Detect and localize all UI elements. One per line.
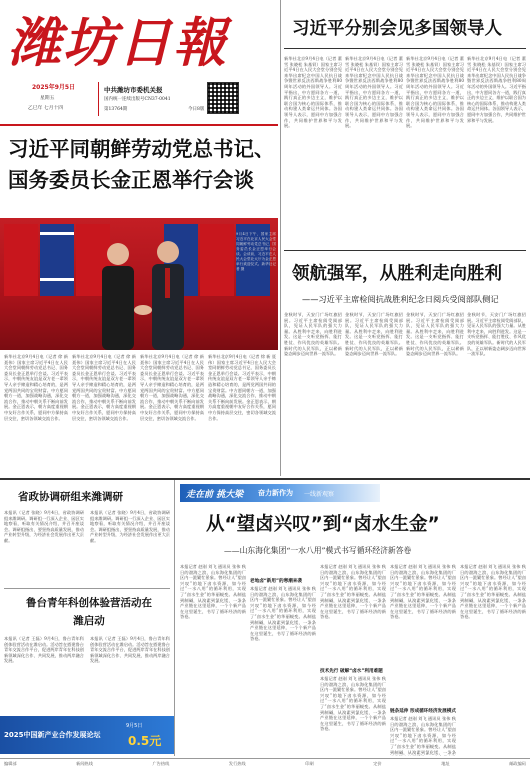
date-line: 2025年9月5日 [32, 84, 76, 91]
qr-code [207, 82, 239, 114]
banner-tag: 一线新观察 [304, 491, 335, 498]
page-count: 今日8版 [188, 107, 205, 112]
feature-body-col-4: 金秋时节，天安门广场红旗招展。习近平主席检阅受阅部队，见证人民军队的强大力量。从胜利中走来，向胜利进发。这是一支听党指挥、能打胜仗、作风优良的英雄军队。新时代的人民军队，正以崭新姿态阔步迈向世界一流军队。 [467, 312, 526, 357]
feature-subheadline: ——习近平主席检阅抗战胜利纪念日阅兵受阅部队侧记 [302, 294, 499, 304]
bottom-section-a: 老地卤“新用”的寒潮来袭 [250, 579, 302, 584]
left-story-1-headline: 省政协调研组来潍调研 [18, 491, 123, 503]
footer-item: 地址 [441, 761, 450, 766]
bottom-body-col-5: 本报记者 赵刚 刘飞 通讯员 张伟 秋日的渤海之滨，山东海化集团的厂区内一派繁忙景象。曾经让人“望卤兴叹”的地下卤水资源，如今经过“一水八用”的循环利用，实现了“卤水生金”的华丽蜕变。从制盐到制碱，从溴素到氯化镁，一条条产业链在这里延伸，一个个新产品在这里诞生，书写了循环经济的新答卷。 [460, 564, 526, 620]
bottom-body-col-1: 本报记者 赵刚 刘飞 通讯员 张伟 秋日的渤海之滨，山东海化集团的厂区内一派繁忙景象。曾经让人“望卤兴叹”的地下卤水资源，如今经过“一水八用”的循环利用，实现了“卤水生金”的华丽蜕变。从制盐到制碱，从溴素到氯化镁，一条条产业链在这里延伸，一个个新产品在这里诞生，书写了循环经济的新答卷。 [180, 564, 246, 620]
right-body-col-1: 新华社北京9月4日电（记者 董雪 张晓松 朱基钗）国家主席习近平4日在人民大会堂分别会见来华出席纪念中国人民抗日战争暨世界反法西斯战争胜利80周年活动的外国领导人。习近平指出，中方愿同各方一道，践行真正的多边主义，维护以联合国为核心的国际体系，推动构建人类命运共同体。各国领导人表示，愿同中方加强合作，共同维护世界和平与发展。 [284, 56, 342, 129]
left-story-1-body [4, 510, 170, 584]
ad-date: 9月5日 [126, 723, 143, 729]
lead-body-col-2: 新华社北京9月4日电（记者 徐 新 聂伟）国家主席习近平4日在人民大会堂同朝鲜劳动党总书记、国务委员长金正恩举行会谈。习近平表示，中朝传统友谊是双方老一辈领导人亲手缔造和精心培育的，是两党两国共同的宝贵财富。中方愿同朝方一道，加强战略沟通，深化交流合作，推动中朝关系不断向前发展。金正恩表示，朝方高度重视朝中友好合作关系，愿同中方保持高层交往，密切各领域交流合作。 [72, 354, 136, 421]
bottom-headline: 从“望卤兴叹”到“卤水生金” [206, 514, 440, 535]
ad-banner[interactable] [0, 716, 174, 754]
feature-body-col-3: 金秋时节，天安门广场红旗招展。习近平主席检阅受阅部队，见证人民军队的强大力量。从胜利中走来，向胜利进发。这是一支听党指挥、能打胜仗、作风优良的英雄军队。新时代的人民军队，正以崭新姿态阔步迈向世界一流军队。 [406, 312, 464, 357]
bottom-section-c: 链条延伸 形成循环经济发展模式 [390, 709, 456, 714]
lunar-date: 乙巳年 七月十四 [28, 106, 64, 111]
feature-body [284, 312, 526, 476]
footer-item: 定价 [373, 761, 382, 766]
footer [4, 761, 526, 771]
left-story-1-col-2: 本报讯（记者 张晓）9月4日，省政协调研组来潍调研。调研组一行深入企业、园区实地察看，听取有关情况介绍，并召开座谈会。调研组指出，要坚持高质量发展，推动产业转型升级，为经济社会发展作出更大贡献。 [90, 510, 170, 543]
footer-item: 邮政编码 [509, 761, 526, 766]
right-headline: 习近平分别会见多国领导人 [292, 19, 502, 39]
banner-sub: 奋力新作为 [258, 489, 293, 497]
lead-body-col-4: 新华社北京9月4日电（记者 徐 新 聂伟）国家主席习近平4日在人民大会堂同朝鲜劳动党总书记、国务委员长金正恩举行会谈。习近平表示，中朝传统友谊是双方老一辈领导人亲手缔造和精心培育的，是两党两国共同的宝贵财富。中方愿同朝方一道，加强战略沟通，深化交流合作，推动中朝关系不断向前发展。金正恩表示，朝方高度重视朝中友好合作关系，愿同中方保持高层交往，密切各领域交流合作。 [208, 354, 276, 421]
masthead-rule [0, 124, 278, 126]
feature-body-col-1: 金秋时节，天安门广场红旗招展。习近平主席检阅受阅部队，见证人民军队的强大力量。从胜利中走来，向胜利进发。这是一支听党指挥、能打胜仗、作风优良的英雄军队。新时代的人民军队，正以崭新姿态阔步迈向世界一流军队。 [284, 312, 342, 357]
left-story-2-col-1: 本报讯（记者 王磊）9月4日，鲁台青年科创体验营活动在潍启动。活动旨在搭建鲁台青年交流合作平台，促进两岸青年在科技创新领域深化合作、共同发展，推动两岸融合发展。 [4, 636, 84, 664]
footer-item: 新闻热线 [76, 761, 93, 766]
weekday: 星期五 [40, 96, 55, 101]
bottom-body [180, 564, 526, 756]
left-story-2-body [4, 636, 170, 712]
feature-headline: 领航强军，从胜利走向胜利 [292, 264, 502, 284]
masthead-title: 潍坊日報 [8, 12, 228, 74]
right-body-col-3: 新华社北京9月4日电（记者 董雪 张晓松 朱基钗）国家主席习近平4日在人民大会堂分别会见来华出席纪念中国人民抗日战争暨世界反法西斯战争胜利80周年活动的外国领导人。习近平指出，中方愿同各方一道，践行真正的多边主义，维护以联合国为核心的国际体系，推动构建人类命运共同体。各国领导人表示，愿同中方加强合作，共同维护世界和平与发展。 [406, 56, 464, 129]
footer-item: 发行热线 [228, 761, 246, 766]
banner-label: 走在前 挑大梁 [186, 490, 244, 500]
lead-body-col-1: 新华社北京9月4日电（记者 徐 新 聂伟）国家主席习近平4日在人民大会堂同朝鲜劳动党总书记、国务委员长金正恩举行会谈。习近平表示，中朝传统友谊是双方老一辈领导人亲手缔造和精心培育的，是两党两国共同的宝贵财富。中方愿同朝方一道，加强战略沟通，深化交流合作，推动中朝关系不断向前发展。金正恩表示，朝方高度重视朝中友好合作关系，愿同中方保持高层交往，密切各领域交流合作。 [4, 354, 68, 421]
masthead-divider [98, 82, 99, 116]
bottom-body-col-4b: 本报记者 赵刚 刘飞 通讯员 张伟 秋日的渤海之滨，山东海化集团的厂区内一派繁忙景象。曾经让人“望卤兴叹”的地下卤水资源，如今经过“一水八用”的循环利用，实现了“卤水生金”的华丽蜕变。从制盐到制碱，从溴素到氯化镁，一条条 [390, 716, 456, 755]
lead-body [4, 354, 276, 474]
bottom-body-col-3b: 本报记者 赵刚 刘飞 通讯员 张伟 秋日的渤海之滨，山东海化集团的厂区内一派繁忙景象。曾经让人“望卤兴叹”的地下卤水资源，如今经过“一水八用”的循环利用，实现了“卤水生金”的华丽蜕变。从制盐到制碱，从溴素到氯化镁，一条条产业链在这里延伸，一个个新产品在这里诞生，书写了循环经济的新答卷。 [320, 676, 386, 732]
ad-price: 0.5元 [128, 734, 162, 748]
bottom-body-col-2: 本报记者 赵刚 刘飞 通讯员 张伟 秋日的渤海之滨，山东海化集团的厂区内一派繁忙景象。曾经让人“望卤兴叹”的地下卤水资源，如今经过“一水八用”的循环利用，实现了“卤水生金”的华丽蜕变。从制盐到制碱，从溴素到氯化镁，一条条产业链在这里延伸，一个个新产品在这里诞生，书写了循环经济的新答卷。 [250, 586, 316, 642]
feature-body-col-2: 金秋时节，天安门广场红旗招展。习近平主席检阅受阅部队，见证人民军队的强大力量。从胜利中走来，向胜利进发。这是一支听党指挥、能打胜仗、作风优良的英雄军队。新时代的人民军队，正以崭新姿态阔步迈向世界一流军队。 [345, 312, 403, 357]
org-name: 中共潍坊市委机关报 [104, 86, 163, 94]
column-banner [180, 484, 380, 502]
bottom-body-col-4: 本报记者 赵刚 刘飞 通讯员 张伟 秋日的渤海之滨，山东海化集团的厂区内一派繁忙景象。曾经让人“望卤兴叹”的地下卤水资源，如今经过“一水八用”的循环利用，实现了“卤水生金”的华丽蜕变。从制盐到制碱，从溴素到氯化镁，一条条产业链在这里延伸，一个个新产品在这里诞生，书写了循环经济的新答卷。 [390, 564, 456, 620]
left-story-2-col-2: 本报讯（记者 王磊）9月4日，鲁台青年科创体验营活动在潍启动。活动旨在搭建鲁台青年交流合作平台，促进两岸青年在科技创新领域深化合作、共同发展，推动两岸融合发展。 [90, 636, 170, 664]
lead-headline: 习近平同朝鲜劳动党总书记、国务委员长金正恩举行会谈 [8, 137, 275, 192]
right-body-col-4: 新华社北京9月4日电（记者 董雪 张晓松 朱基钗）国家主席习近平4日在人民大会堂分别会见来华出席纪念中国人民抗日战争暨世界反法西斯战争胜利80周年活动的外国领导人。习近平指出，中方愿同各方一道，践行真正的多边主义，维护以联合国为核心的国际体系，推动构建人类命运共同体。各国领导人表示，愿同中方加强合作，共同维护世界和平与发展。 [467, 56, 526, 123]
right-body-col-2: 新华社北京9月4日电（记者 董雪 张晓松 朱基钗）国家主席习近平4日在人民大会堂分别会见来华出席纪念中国人民抗日战争暨世界反法西斯战争胜利80周年活动的外国领导人。习近平指出，中方愿同各方一道，践行真正的多边主义，维护以联合国为核心的国际体系，推动构建人类命运共同体。各国领导人表示，愿同中方加强合作，共同维护世界和平与发展。 [345, 56, 403, 129]
lead-body-col-3: 新华社北京9月4日电（记者 徐 新 聂伟）国家主席习近平4日在人民大会堂同朝鲜劳动党总书记、国务委员长金正恩举行会谈。习近平表示，中朝传统友谊是双方老一辈领导人亲手缔造和精心培育的，是两党两国共同的宝贵财富。中方愿同朝方一道，加强战略沟通，深化交流合作，推动中朝关系不断向前发展。金正恩表示，朝方高度重视朝中友好合作关系，愿同中方保持高层交往，密切各领域交流合作。 [140, 354, 204, 421]
bottom-section-b: 技术先行 破解“卤水”利用难题 [320, 669, 383, 674]
bottom-body-col-3: 本报记者 赵刚 刘飞 通讯员 张伟 秋日的渤海之滨，山东海化集团的厂区内一派繁忙景象。曾经让人“望卤兴叹”的地下卤水资源，如今经过“一水八用”的循环利用，实现了“卤水生金”的华丽蜕变。从制盐到制碱，从溴素到氯化镁，一条条产业链在这里延伸，一个个新产品在这里诞生，书写了循环经济的新答卷。 [320, 564, 386, 620]
issue-number: 第13764期 [104, 107, 128, 112]
right-body [284, 56, 526, 246]
bottom-subheadline: ——山东海化集团“一水八用”模式书写循环经济新答卷 [224, 546, 412, 555]
cn-number: 国内统一连续出版号CN37-0041 [104, 97, 171, 102]
left-story-1-col-1: 本报讯（记者 张晓）9月4日，省政协调研组来潍调研。调研组一行深入企业、园区实地察看，听取有关情况介绍，并召开座谈会。调研组指出，要坚持高质量发展，推动产业转型升级，为经济社会发展作出更大贡献。 [4, 510, 84, 543]
left-story-2-headline: 鲁台青年科创体验营活动在潍启动 [26, 597, 152, 627]
footer-item: 广告热线 [152, 761, 170, 766]
footer-item: 编辑部 [4, 761, 17, 766]
photo-caption: 9月4日下午，国家主席习近平在北京人民大会堂同朝鲜劳动党总书记、国务委员长金正恩举行会谈。会谈前，习近平在人民大会堂北大厅为金正恩举行欢迎仪式。新华社记者 摄 [236, 232, 276, 271]
ad-text: 2025中国新产业合作发展论坛 [4, 731, 101, 739]
footer-item: 印刷 [305, 761, 314, 766]
